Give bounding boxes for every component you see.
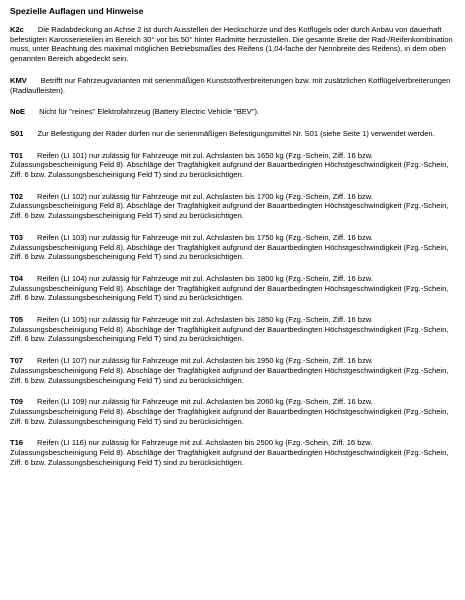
note-code: T02 <box>10 191 24 201</box>
note-noe <box>10 107 455 117</box>
note-code: K2c <box>10 25 24 34</box>
note-k2c <box>10 25 455 64</box>
note-code: T16 <box>10 438 24 448</box>
note-code: T03 <box>10 232 24 242</box>
note-t02 <box>10 192 455 221</box>
note-t04 <box>10 274 455 303</box>
note-text: Reifen (LI 107) nur zulässig für Fahrzeuge mit zul. Achslasten bis 1950 kg (Fzg.-Schein, Ziff. 16 bzw. Zulassungsbescheinigung Feld 8). Abschläge der Tragfähigkeit aufgrund der Bauartbedingten Höchstgeschwindigkeit (Fzg.-Schein, Ziff. 6 bzw. Zulassungsbescheinigung Feld T) sind zu berücksichtigen. <box>10 356 449 385</box>
note-text: Reifen (LI 104) nur zulässig für Fahrzeuge mit zul. Achslasten bis 1800 kg (Fzg.-Schein, Ziff. 16 bzw. Zulassungsbescheinigung Feld 8). Abschläge der Tragfähigkeit aufgrund der Bauartbedingten Höchstgeschwindigkeit (Fzg.-Schein, Ziff. 6 bzw. Zulassungsbescheinigung Feld T) sind zu berücksichtigen. <box>10 273 449 303</box>
note-code: T04 <box>10 273 24 283</box>
note-kmv <box>10 76 455 95</box>
note-text: Betrifft nur Fahrzeugvarianten mit serienmäßigen Kunststoffverbreiterungen bzw. mit zusätzlichen Kotflügelverbreiterungen (Radlaufleisten). <box>10 75 451 95</box>
note-text: Nicht für "reines" Elektrofahrzeug (Battery Electric Vehicle "BEV"). <box>39 107 260 117</box>
note-code: T07 <box>10 356 24 366</box>
note-text: Die Radabdeckung an Achse 2 ist durch Ausstellen der Heckschürze und des Kotflügels oder durch Anbau von dauerhaft befestigten Karosserieteilen im Bereich 30° vor bis 50° hinter Radmitte herzustellen. Die gesamte Breite der Rad-/Reifenkombination muss, unter Beachtung des maximal möglichen Betriebsmaßes des Reifens (1,04-fache der Nennbreite des Reifens), in dem oben genannten Bereich abgedeckt sein. <box>10 25 453 64</box>
note-text: Reifen (LI 109) nur zulässig für Fahrzeuge mit zul. Achslasten bis 2060 kg (Fzg.-Schein, Ziff. 16 bzw. Zulassungsbescheinigung Feld 8). Abschläge der Tragfähigkeit aufgrund der Bauartbedingten Höchstgeschwindigkeit (Fzg.-Schein, Ziff. 6 bzw. Zulassungsbescheinigung Feld T) sind zu berücksichtigen. <box>10 397 449 426</box>
note-t16 <box>10 438 455 467</box>
note-t05 <box>10 315 455 344</box>
note-text: Reifen (LI 105) nur zulässig für Fahrzeuge mit zul. Achslasten bis 1850 kg (Fzg.-Schein, Ziff. 16 bzw. Zulassungsbescheinigung Feld 8). Abschläge der Tragfähigkeit aufgrund der Bauartbedingten Höchstgeschwindigkeit (Fzg.-Schein, Ziff. 6 bzw. Zulassungsbescheinigung Feld T) sind zu berücksichtigen. <box>10 315 449 344</box>
note-s01 <box>10 129 455 139</box>
note-text: Reifen (LI 103) nur zulässig für Fahrzeuge mit zul. Achslasten bis 1750 kg (Fzg.-Schein, Ziff. 16 bzw. Zulassungsbescheinigung Feld 8). Abschläge der Tragfähigkeit aufgrund der Bauartbedingten Höchstgeschwindigkeit (Fzg.-Schein, Ziff. 6 bzw. Zulassungsbescheinigung Feld T) sind zu berücksichtigen. <box>10 232 449 262</box>
note-code: KMV <box>10 75 27 85</box>
note-code: T05 <box>10 315 24 325</box>
note-text: Zur Befestigung der Räder dürfen nur die serienmäßigen Befestigungsmittel Nr. S01 (siehe Seite 1) verwendet werden. <box>37 128 435 138</box>
note-code: T01 <box>10 150 24 160</box>
section-heading: Spezielle Auflagen und Hinweise <box>10 6 144 16</box>
note-t07 <box>10 356 455 385</box>
note-code: T09 <box>10 397 24 407</box>
note-code: NoE <box>10 107 26 117</box>
note-text: Reifen (LI 102) nur zulässig für Fahrzeuge mit zul. Achslasten bis 1700 kg (Fzg.-Schein, Ziff. 16 bzw. Zulassungsbescheinigung Feld 8). Abschläge der Tragfähigkeit aufgrund der Bauartbedingten Höchstgeschwindigkeit (Fzg.-Schein, Ziff. 6 bzw. Zulassungsbescheinigung Feld T) sind zu berücksichtigen. <box>10 191 449 221</box>
note-text: Reifen (LI 101) nur zulässig für Fahrzeuge mit zul. Achslasten bis 1650 kg (Fzg.-Schein, Ziff. 16 bzw. Zulassungsbescheinigung Feld 8). Abschläge der Tragfähigkeit aufgrund der Bauartbedingten Höchstgeschwindigkeit (Fzg.-Schein, Ziff. 6 bzw. Zulassungsbescheinigung Feld T) sind zu berücksichtigen. <box>10 150 449 180</box>
note-code: S01 <box>10 128 24 138</box>
note-t09 <box>10 397 455 426</box>
note-t01 <box>10 151 455 180</box>
note-t03 <box>10 233 455 262</box>
note-text: Reifen (LI 116) nur zulässig für Fahrzeuge mit zul. Achslasten bis 2500 kg (Fzg.-Schein, Ziff. 16 bzw. Zulassungsbescheinigung Feld 8). Abschläge der Tragfähigkeit aufgrund der Bauartbedingten Höchstgeschwindigkeit (Fzg.-Schein, Ziff. 6 bzw. Zulassungsbescheinigung Feld T) sind zu berücksichtigen. <box>10 438 449 467</box>
